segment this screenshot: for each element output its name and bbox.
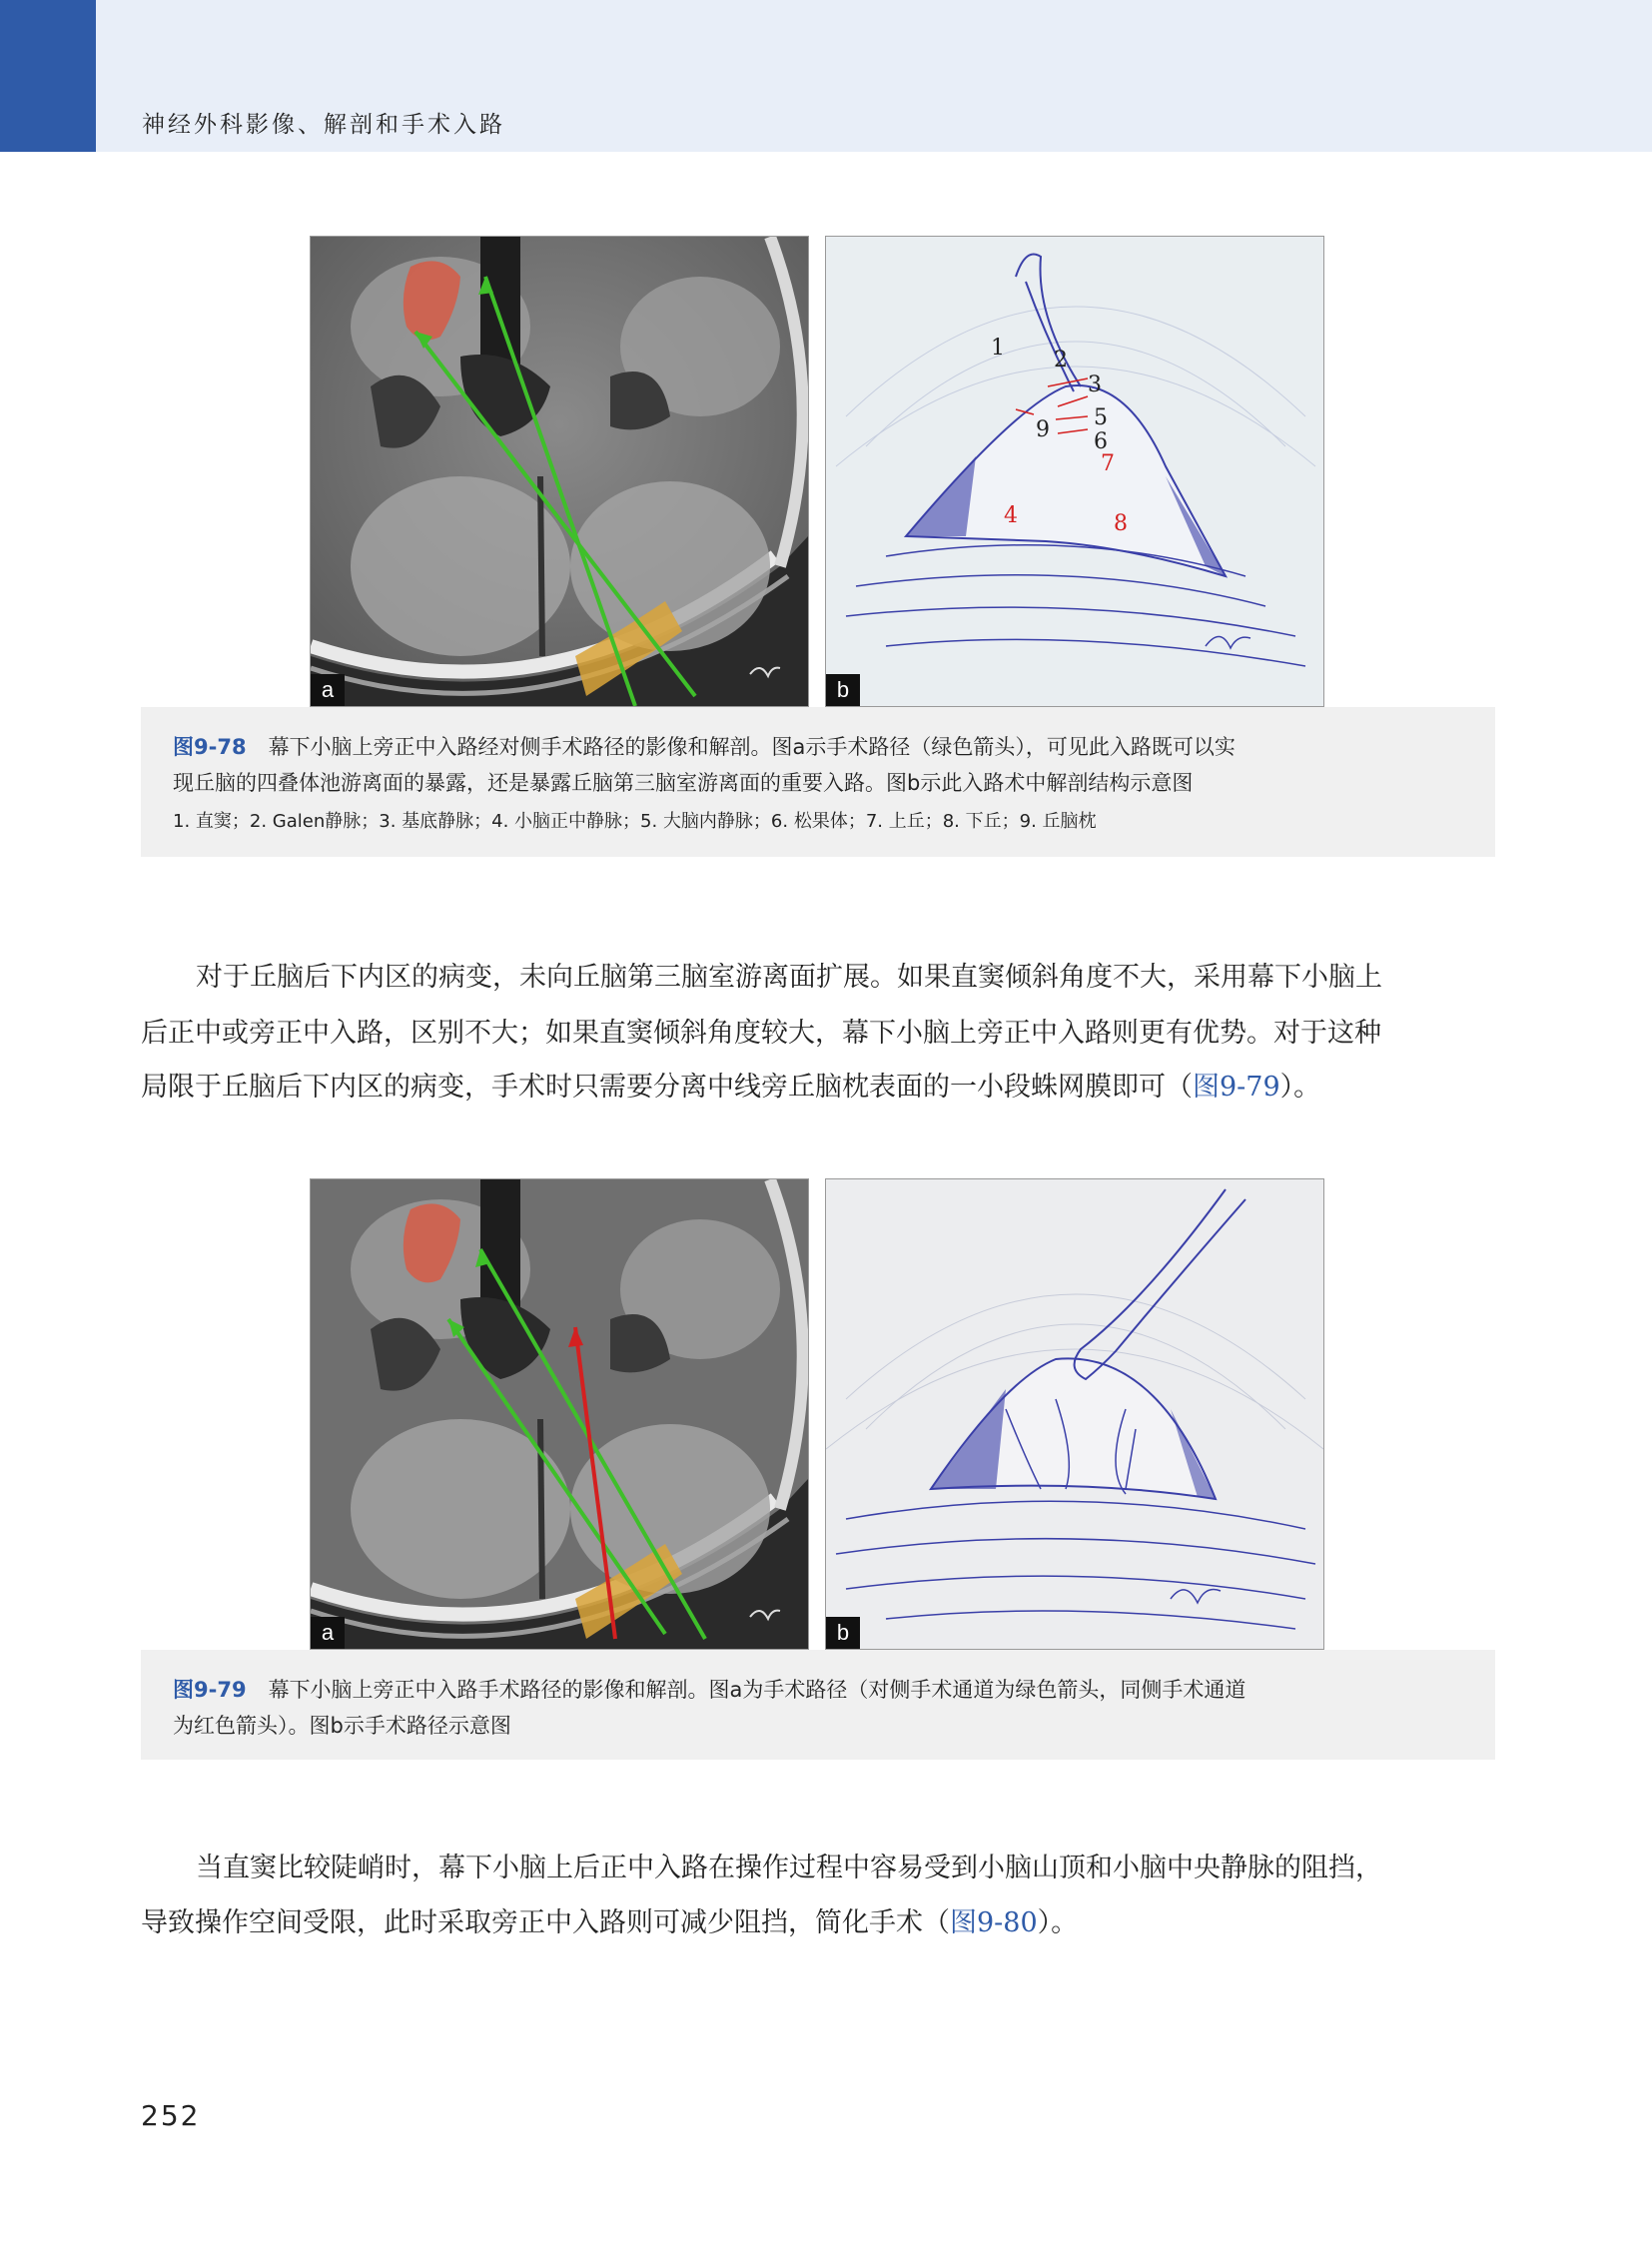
label-8: 8 [1114,511,1128,536]
label-3: 3 [1088,373,1102,397]
mri-image [311,237,808,706]
label-5: 5 [1094,405,1108,430]
caption-text-line1: 幕下小脑上旁正中入路手术路径的影像和解剖。图a为手术路径（对侧手术通道为绿色箭头，同侧手术通道 [268,1678,1246,1702]
caption-text-line1: 幕下小脑上旁正中入路经对侧手术路径的影像和解剖。图a示手术路径（绿色箭头），可见此入路既可以实 [268,735,1236,759]
figure-9-78-panel-a-mri [310,236,809,707]
page-number: 252 [141,2099,201,2132]
label-7: 7 [1101,451,1115,476]
label-4: 4 [1004,503,1018,528]
label-1: 1 [991,336,1005,361]
figure-9-79-panel-a-mri [310,1178,809,1650]
paragraph-1-line-1: 对于丘脑后下内区的病变，未向丘脑第三脑室游离面扩展。如果直窦倾斜角度不大，采用幕下小脑上 [196,962,1382,993]
panel-a-tag: a [311,674,345,706]
caption-text-line2: 现丘脑的四叠体池游离面的暴露，还是暴露丘脑第三脑室游离面的重要入路。图b示此入路术中解剖结构示意图 [173,771,1194,795]
label-6: 6 [1094,429,1108,454]
approach-drawing [826,1179,1323,1649]
paragraph-1-line-2: 后正中或旁正中入路，区别不大；如果直窦倾斜角度较大，幕下小脑上旁正中入路则更有优势。对于这种 [141,1018,1381,1049]
panel-a-tag: a [311,1617,345,1649]
paragraph-2-line-2: 导致操作空间受限，此时采取旁正中入路则可减少阻挡，简化手术（图9-80）。 [141,1907,1079,1938]
header-accent-tab [0,0,96,152]
label-2: 2 [1054,348,1068,373]
caption-number: 图9-78 [173,735,247,759]
figure-9-79-reference-link[interactable]: 图9-79 [1193,1072,1280,1103]
running-header-title: 神经外科影像、解剖和手术入路 [142,112,505,138]
figure-9-79-panel-b-drawing [825,1178,1324,1650]
panel-b-tag: b [826,1617,860,1649]
figure-9-80-reference-link[interactable]: 图9-80 [950,1907,1038,1938]
paragraph-2-line-1: 当直窦比较陡峭时，幕下小脑上后正中入路在操作过程中容易受到小脑山顶和小脑中央静脉的阻挡， [196,1853,1382,1883]
panel-b-tag: b [826,674,860,706]
caption-legend: 1. 直窦；2. Galen静脉；3. 基底静脉；4. 小脑正中静脉；5. 大脑内静脉；6. 松果体；7. 上丘；8. 下丘；9. 丘脑枕 [173,811,1097,832]
figure-9-78-panel-b-drawing [825,236,1324,707]
caption-number: 图9-79 [173,1678,247,1702]
figure-9-78-caption [141,707,1495,857]
anatomy-drawing [826,237,1323,706]
paragraph-1-line-3: 局限于丘脑后下内区的病变，手术时只需要分离中线旁丘脑枕表面的一小段蛛网膜即可（图9-79）。 [141,1072,1321,1103]
label-9: 9 [1036,417,1050,442]
mri-image [311,1179,808,1649]
caption-text-line2: 为红色箭头）。图b示手术路径示意图 [173,1714,511,1738]
figure-9-79-caption [141,1650,1495,1760]
